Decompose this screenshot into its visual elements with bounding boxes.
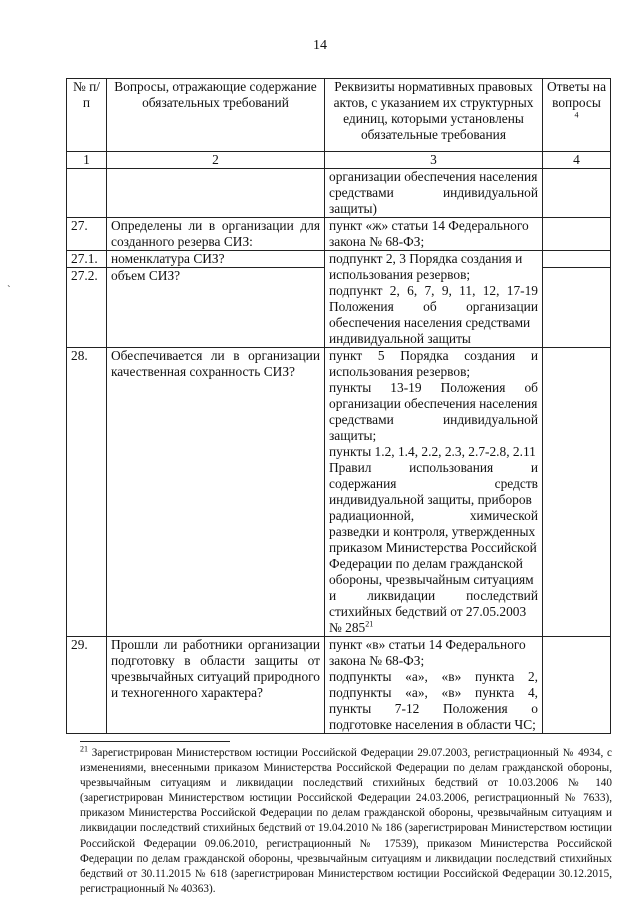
req-line: и ликвидации последствий <box>329 588 538 603</box>
req-line: использования резервов; <box>329 364 471 379</box>
row-requisites <box>325 637 543 734</box>
header-answers-sup: 4 <box>574 110 579 120</box>
column-index-1: 1 <box>67 152 107 169</box>
answer-cell <box>543 218 611 251</box>
footnote-divider <box>80 741 230 742</box>
req-line: обеспечения населения средствами <box>329 315 531 330</box>
req-line: защиты; <box>329 428 377 443</box>
table-row-29 <box>67 637 611 734</box>
cell-num-empty <box>67 169 107 218</box>
column-index-4: 4 <box>543 152 611 169</box>
table-row-continuation <box>67 169 611 218</box>
row-question: Определены ли в организации для созданного резерва СИЗ: <box>107 218 325 251</box>
req-line: приказом Министерства Российской <box>329 540 537 555</box>
req-line: организации обеспечения населения <box>329 396 538 411</box>
column-index-3: 3 <box>325 152 543 169</box>
table-row-27-1 <box>67 251 611 268</box>
row-requisites <box>325 218 543 251</box>
row-question: объем СИЗ? <box>107 268 325 348</box>
row-num: 27.2. <box>67 268 107 348</box>
row-num: 29. <box>67 637 107 734</box>
footnote <box>80 746 612 897</box>
answer-cell <box>543 348 611 637</box>
req-line: Федерации по делам гражданской <box>329 556 523 571</box>
answer-cell <box>543 268 611 348</box>
req-line: пункт 5 Порядка создания и <box>329 348 538 363</box>
req-line: Правил использования и <box>329 460 538 475</box>
req-line: разведки и контроля, утвержденных <box>329 524 536 539</box>
req-line: подпункты «а», «в» пункта 4, <box>329 685 538 700</box>
row-requisites <box>325 251 543 348</box>
req-line-text: № 285 <box>329 620 366 635</box>
margin-mark: ` <box>7 284 11 296</box>
req-line: защиты) <box>329 201 378 216</box>
header-requisites: Реквизиты нормативных правовых актов, с указанием их структурных единиц, которыми установлены обязательные требования <box>325 79 543 152</box>
req-line: индивидуальной защиты <box>329 331 471 346</box>
req-line: подпункт 2, 3 Порядка создания и <box>329 251 523 266</box>
row-question: Прошли ли работники организации подготовку в области защиты от чрезвычайных ситуаций природного и техногенного характера? <box>107 637 325 734</box>
req-line: закона № 68-ФЗ; <box>329 653 425 668</box>
column-index-2: 2 <box>107 152 325 169</box>
table-row-27 <box>67 218 611 251</box>
row-question: Обеспечивается ли в организации качественная сохранность СИЗ? <box>107 348 325 637</box>
column-index-row <box>67 152 611 169</box>
requirements-table <box>66 78 611 734</box>
req-line: радиационной, химической <box>329 508 538 523</box>
answer-cell <box>543 169 611 218</box>
row-requisites <box>325 348 543 637</box>
req-line <box>329 620 538 636</box>
req-line: организации обеспечения населения <box>329 169 538 184</box>
answer-cell <box>543 637 611 734</box>
footnote-ref: 21 <box>365 619 374 629</box>
req-line: пункт «ж» статьи 14 Федерального <box>329 218 529 233</box>
header-answers <box>543 79 611 152</box>
cell-question-empty <box>107 169 325 218</box>
req-line: закона № 68-ФЗ; <box>329 234 425 249</box>
req-line: использования резервов; <box>329 267 471 282</box>
row-num: 28. <box>67 348 107 637</box>
header-question: Вопросы, отражающие содержание обязательных требований <box>107 79 325 152</box>
cell-requisites-continuation <box>325 169 543 218</box>
table-row-28 <box>67 348 611 637</box>
req-line: пункт «в» статьи 14 Федерального <box>329 637 526 652</box>
req-line: обороны, чрезвычайным ситуациям <box>329 572 534 587</box>
req-line: подготовке населения в области ЧС; <box>329 717 536 732</box>
header-num: № п/п <box>67 79 107 152</box>
req-line: содержания средств <box>329 476 538 491</box>
footnote-marker: 21 <box>80 744 88 754</box>
row-num: 27.1. <box>67 251 107 268</box>
footnote-text: Зарегистрирован Министерством юстиции Российской Федерации 29.07.2003, регистрационный № 4934, с изменениями, внесенными приказом Министерства Российской Федерации по делам гражданской обороны, чрезвычайным ситуациям и ликвидации последствий стихийных бедствий от 10.03.2006 № 140 (зарегистрирован Министерством юстиции Российской Федерации 24.03.2006, регистрационный № 7633), приказом Министерства Российской Федерации по делам гражданской обороны, чрезвычайным ситуациям и ликвидации последствий стихийных бедствий от 19.04.2010 № 186 (зарегистрирован Министерством юстиции Российской Федерации 09.06.2010, регистрационный № 17539), приказом Министерства Российской Федерации по делам гражданской обороны, чрезвычайным ситуациям и ликвидации последствий стихийных бедствий от 30.11.2015 № 618 (зарегистрирован Министерством юстиции Российской Федерации 30.12.2015, регистрационный № 40363). <box>80 747 612 895</box>
req-line: пункты 1.2, 1.4, 2.2, 2.3, 2.7-2.8, 2.11 <box>329 444 536 459</box>
req-line: подпункты «а», «в» пункта 2, <box>329 669 538 684</box>
req-line: пункты 7-12 Положения о <box>329 701 538 716</box>
req-line: средствами индивидуальной <box>329 412 538 427</box>
req-line: индивидуальной защиты, приборов <box>329 492 532 507</box>
req-line: стихийных бедствий от 27.05.2003 <box>329 604 527 619</box>
header-answers-text: Ответы на вопросы <box>547 79 607 110</box>
page-number: 14 <box>313 38 327 53</box>
req-line: Положения об организации <box>329 299 538 314</box>
req-line: подпункт 2, 6, 7, 9, 11, 12, 17-19 <box>329 283 538 298</box>
row-question: номенклатура СИЗ? <box>107 251 325 268</box>
table-header-row <box>67 79 611 152</box>
req-line: средствами индивидуальной <box>329 185 538 200</box>
row-num: 27. <box>67 218 107 251</box>
answer-cell <box>543 251 611 268</box>
req-line: пункты 13-19 Положения об <box>329 380 538 395</box>
